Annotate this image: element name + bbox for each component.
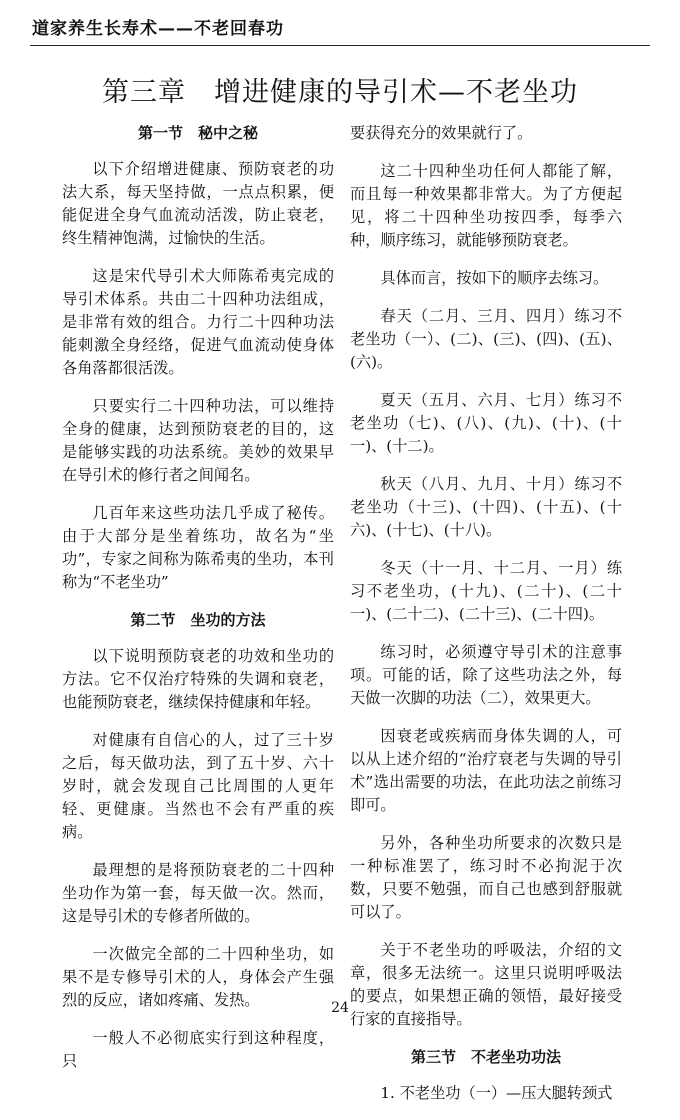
paragraph: 因衰老或疾病而身体失调的人，可以从上述介绍的“治疗衰老与失调的导引术”选出需要的功法，在此功法之前练习即可。 xyxy=(350,727,622,814)
paragraph-continuation: 要获得充分的效果就行了。 xyxy=(350,124,533,142)
chapter-title: 第三章 增进健康的导引术—不老坐功 xyxy=(102,77,578,108)
paragraph: 这二十四种坐功任何人都能了解，而且每一种效果都非常大。为了方便起见，将二十四种坐功按四季，每季六种，顺序练习，就能够预防衰老。 xyxy=(350,162,622,249)
running-header: 道家养生长寿术——不老回春功 xyxy=(32,19,284,39)
paragraph: 几百年来这些功法几乎成了秘传。由于大部分是坐着练功，故名为“坐功”，专家之间称为陈希夷的坐功，本刊称为“不老坐功” xyxy=(62,504,334,591)
paragraph: 以下说明预防衰老的功效和坐功的方法。它不仅治疗特殊的失调和衰老，也能预防衰老，继续保持健康和年轻。 xyxy=(62,647,334,711)
paragraph: 夏天（五月、六月、七月）练习不老坐功（七)、(八)、(九)、(十)、(十一)、(十二)。 xyxy=(350,391,622,455)
paragraph: 秋天（八月、九月、十月）练习不老坐功（十三)、(十四)、(十五)、(十六)、(十七)、(十八)。 xyxy=(350,475,622,539)
paragraph: 具体而言，按如下的顺序去练习。 xyxy=(380,269,609,287)
paragraph: 只要实行二十四种功法，可以维持全身的健康，达到预防衰老的目的，这是能够实践的功法系统。美妙的效果早在导引术的修行者之间闻名。 xyxy=(62,397,334,484)
paragraph: 冬天（十一月、十二月、一月）练习不老坐功，(十九)、(二十)、(二十一)、(二十二)、(二十三)、(二十四)。 xyxy=(350,559,622,623)
paragraph: 练习时，必须遵守导引术的注意事项。可能的话，除了这些功法之外，每天做一次脚的功法（二），效果更大。 xyxy=(350,643,622,707)
header-rule xyxy=(30,45,650,46)
right-column xyxy=(350,122,622,1120)
section-title-1: 第一节 秘中之秘 xyxy=(137,124,258,142)
paragraph: 对健康有自信心的人，过了三十岁之后，每天做功法，到了五十岁、六十岁时，就会发现自己比周围的人更年轻、更健康。当然也不会有严重的疾病。 xyxy=(62,731,334,841)
section-title-2: 第二节 坐功的方法 xyxy=(130,611,266,629)
section-title-3: 第三节 不老坐功功法 xyxy=(410,1048,561,1066)
list-item: 1. 不老坐功（一）—压大腿转颈式 xyxy=(380,1084,613,1102)
left-column xyxy=(62,122,334,1088)
paragraph: 一般人不必彻底实行到这种程度，只 xyxy=(62,1029,334,1070)
paragraph: 关于不老坐功的呼吸法，介绍的文章，很多无法统一。这里只说明呼吸法的要点，如果想正确的领悟，最好接受行家的直接指导。 xyxy=(350,941,622,1028)
paragraph: 以下介绍增进健康、预防衰老的功法大系，每天坚持做，一点点积累，便能促进全身气血流动活泼，防止衰老，终生精神饱满，过愉快的生活。 xyxy=(62,160,334,247)
paragraph: 另外，各种坐功所要求的次数只是一种标准罢了，练习时不必拘泥于次数，只要不勉强，而自己也感到舒服就可以了。 xyxy=(350,834,622,921)
paragraph: 春天（二月、三月、四月）练习不老坐功（一）、(二)、(三)、(四)、(五)、(六)。 xyxy=(350,307,622,371)
page-number: 24 xyxy=(331,1000,349,1016)
paragraph: 这是宋代导引术大师陈希夷完成的导引术体系。共由二十四种功法组成，是非常有效的组合。力行二十四种功法能刺激全身经络，促进气血流动使身体各角落都很活泼。 xyxy=(62,267,334,377)
paragraph: 一次做完全部的二十四种坐功，如果不是专修导引术的人，身体会产生强烈的反应，诸如疼痛、发热。 xyxy=(62,945,334,1009)
paragraph: 最理想的是将预防衰老的二十四种坐功作为第一套，每天做一次。然而，这是导引术的专修者所做的。 xyxy=(62,861,334,925)
